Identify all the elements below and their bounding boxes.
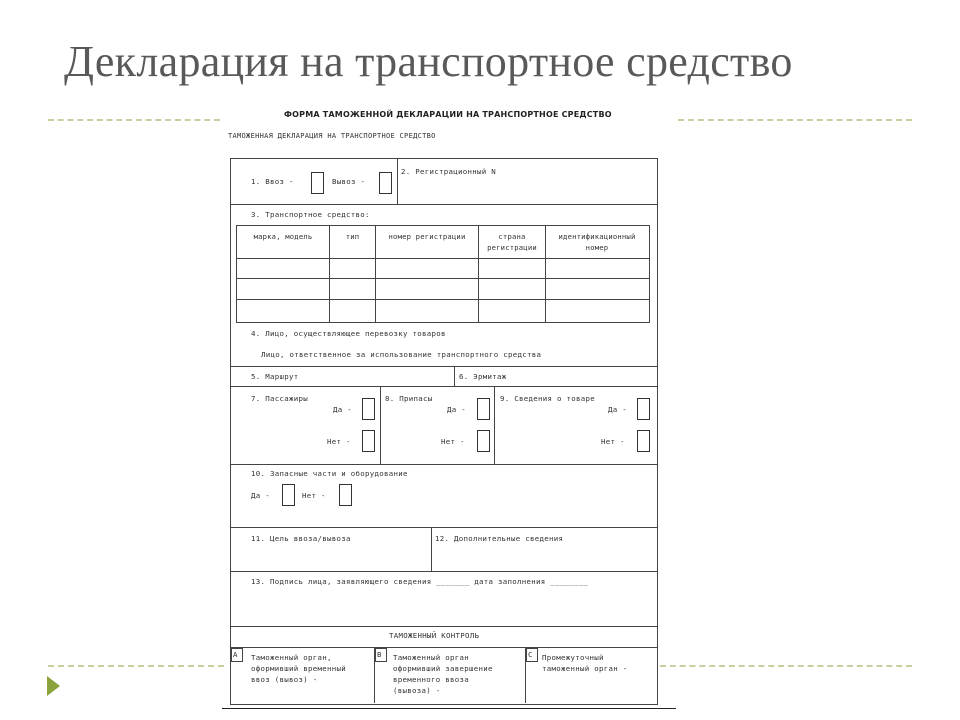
field-10-spare-parts: 10. Запасные части и оборудование	[251, 469, 408, 478]
field-9-goods-info: 9. Сведения о товаре	[500, 394, 595, 403]
f10-yes-label: Да -	[251, 491, 270, 500]
col-reg-number: номер регистрации	[388, 232, 466, 241]
col-type: тип	[345, 232, 360, 241]
divider-top-left	[48, 119, 220, 121]
field-4-responsible: Лицо, ответственное за использование транспортного средства	[261, 350, 542, 359]
section-c-letter: С	[528, 650, 533, 659]
field-3-vehicle: 3. Транспортное средство:	[251, 210, 370, 219]
declaration-form-image	[220, 100, 670, 700]
section-b-letter: В	[377, 650, 382, 659]
f7-no-checkbox[interactable]	[362, 430, 375, 452]
f7-yes-checkbox[interactable]	[362, 398, 375, 420]
form-heading: ФОРМА ТАМОЖЕННОЙ ДЕКЛАРАЦИИ НА ТРАНСПОРТНОЕ СРЕДСТВО	[284, 110, 612, 119]
field-2-registration: 2. Регистрационный N	[401, 167, 496, 176]
section-b-line4: (вывоза) -	[393, 686, 441, 695]
f8-no-label: Нет -	[441, 437, 465, 446]
f9-yes-checkbox[interactable]	[637, 398, 650, 420]
field-1-import: 1. Ввоз -	[251, 177, 294, 186]
field-11-purpose: 11. Цель ввоза/вывоза	[251, 534, 351, 543]
section-b-line2: оформивший завершение	[393, 664, 493, 673]
f7-no-label: Нет -	[327, 437, 351, 446]
f8-yes-label: Да -	[447, 405, 466, 414]
col-reg-country: страна регистрации	[487, 232, 537, 252]
import-checkbox[interactable]	[311, 172, 324, 194]
f9-no-label: Нет -	[601, 437, 625, 446]
slide-title: Декларация на транспортное средство	[64, 37, 793, 86]
section-a-line2: оформивший временный	[251, 664, 346, 673]
divider-top-right	[678, 119, 912, 121]
export-checkbox[interactable]	[379, 172, 392, 194]
field-7-passengers: 7. Пассажиры	[251, 394, 308, 403]
col-id-number: идентификационный номер	[558, 232, 636, 252]
form-subtitle: ТАМОЖЕННАЯ ДЕКЛАРАЦИЯ НА ТРАНСПОРТНОЕ СРЕДСТВО	[228, 132, 436, 140]
section-a-line3: ввоз (вывоз) -	[251, 675, 318, 684]
field-1-export: Вывоз -	[332, 177, 366, 186]
section-b-line1: Таможенный орган	[393, 653, 469, 662]
field-4-carrier: 4. Лицо, осуществляющее перевозку товаров	[251, 329, 446, 338]
customs-control-heading: ТАМОЖЕННЫЙ КОНТРОЛЬ	[389, 631, 480, 640]
section-a-line1: Таможенный орган,	[251, 653, 332, 662]
field-6: 6. Эрмитаж	[459, 372, 507, 381]
divider-bottom-right	[660, 665, 912, 667]
section-c-line2: таможенный орган -	[542, 664, 628, 673]
f9-yes-label: Да -	[608, 405, 627, 414]
section-b-line3: временного ввоза	[393, 675, 469, 684]
f10-yes-checkbox[interactable]	[282, 484, 295, 506]
f10-no-checkbox[interactable]	[339, 484, 352, 506]
col-make-model: марка, модель	[253, 232, 313, 241]
field-12-additional: 12. Дополнительные сведения	[435, 534, 564, 543]
divider-bottom-left	[48, 665, 224, 667]
field-8-supplies: 8. Припасы	[385, 394, 433, 403]
f8-yes-checkbox[interactable]	[477, 398, 490, 420]
section-c-line1: Промежуточный	[542, 653, 604, 662]
section-a-letter: А	[233, 650, 238, 659]
field-5-route: 5. Маршрут	[251, 372, 299, 381]
field-13-signature: 13. Подпись лица, заявляющего сведения _______ дата заполнения ________	[251, 577, 589, 586]
f9-no-checkbox[interactable]	[637, 430, 650, 452]
f8-no-checkbox[interactable]	[477, 430, 490, 452]
f7-yes-label: Да -	[333, 405, 352, 414]
footer-rule	[222, 708, 676, 709]
f10-no-label: Нет -	[302, 491, 326, 500]
next-slide-arrow-icon[interactable]	[47, 676, 60, 696]
